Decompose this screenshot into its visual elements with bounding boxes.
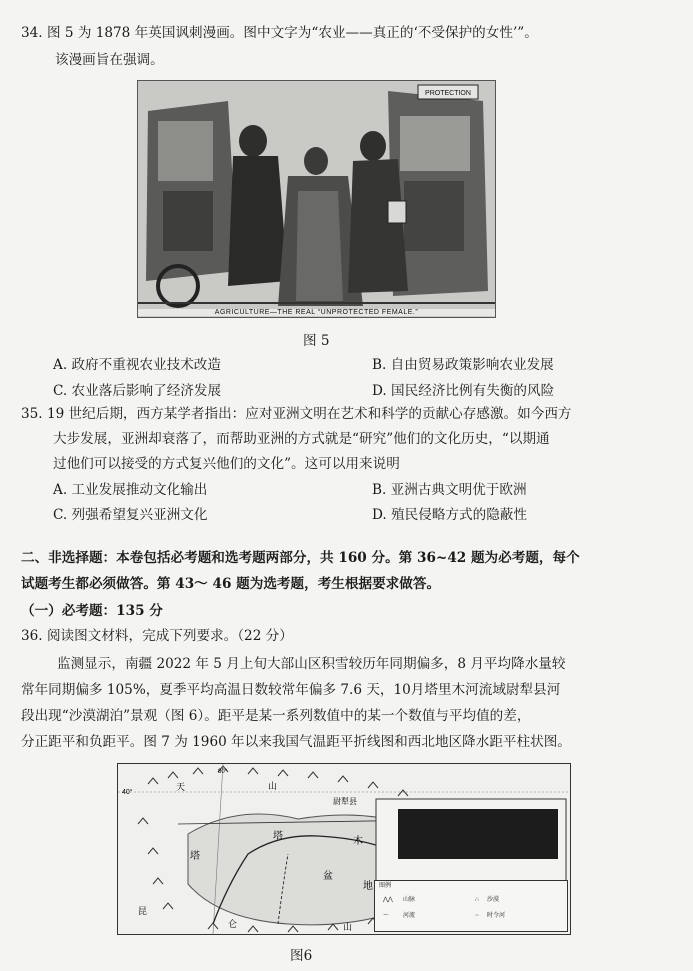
q35-option-c: C. 列强希望复兴亚洲文化: [53, 507, 208, 523]
q36-paragraph-line2: 常年同期偏多 105%，夏季平均高温日数较常年偏多 7.6 天，10月塔里木河流域尉犁县河: [21, 682, 561, 698]
legend-desert-icon: ∴: [475, 897, 479, 903]
legend-seasonal-icon: ┈: [475, 913, 479, 919]
map-place-mu: 木: [353, 836, 363, 847]
map-place-basin: 盆: [323, 871, 333, 882]
legend-desert: 沙漠: [487, 897, 500, 903]
map-place-ta: 塔: [273, 831, 283, 842]
q34-option-d: D. 国民经济比例有失衡的风险: [372, 383, 555, 399]
q36-paragraph-line1: 监测显示，南疆 2022 年 5 月上旬大部山区积雪较历年同期偏多，8 月平均降水量较: [57, 656, 566, 672]
map-place-weili: 尉犁县: [333, 797, 357, 806]
q35-option-d: D. 殖民侵略方式的隐蔽性: [372, 507, 527, 523]
map-place-tian: 天: [176, 783, 186, 793]
legend-title: 图例: [379, 883, 392, 889]
legend-mountain: 山脉: [403, 897, 416, 903]
q35-option-b: B. 亚洲古典文明优于欧洲: [372, 482, 527, 498]
cartoon-figure-5: [137, 80, 496, 318]
legend-mountain-icon: ⋀⋀: [383, 897, 393, 903]
cartoon-sign-text: PROTECTION: [425, 90, 471, 97]
section2-line1: 二、非选择题：本卷包括必考题和选考题两部分，共 160 分。第 36~42 题为必考题，每个: [21, 550, 580, 566]
figure-6-label: 图6: [290, 948, 313, 964]
legend-seasonal: 时令河: [487, 913, 506, 919]
section2-subtitle: （一）必考题：135 分: [21, 603, 163, 619]
q34-option-b: B. 自由贸易政策影响农业发展: [372, 357, 554, 373]
map-place-di: 地: [363, 881, 373, 892]
q36-paragraph-line3: 段出现“沙漠湖泊”景观（图 6）。距平是某一系列数值中的某一个数值与平均值的差，: [21, 708, 531, 724]
cartoon-caption: AGRICULTURE—THE REAL “UNPROTECTED FEMALE.”: [138, 309, 495, 316]
map-lon-label: 80°: [218, 769, 228, 775]
map-place-lun: 仑: [228, 920, 238, 930]
q35-line2: 大步发展，亚洲却衰落了，而帮助亚洲的方式就是“研究”他们的文化历史，“以期通: [53, 431, 550, 447]
map-lat-label: 40°: [122, 789, 133, 796]
cartoon-drawing: [138, 81, 495, 317]
q34-stem-line2: 该漫画旨在强调。: [55, 52, 164, 68]
q34-stem-line1: 34. 图 5 为 1878 年英国讽刺漫画。图中文字为“农业——真正的‘不受保护的女性’”。: [21, 25, 538, 41]
section2-line2: 试题考生都必须做答。第 43～ 46 题为选考题，考生根据要求做答。: [21, 576, 441, 592]
q34-option-a: A. 政府不重视农业技术改造: [53, 357, 221, 373]
q36-paragraph-line4: 分正距平和负距平。图 7 为 1960 年以来我国气温距平折线图和西北地区降水距平柱状图。: [21, 734, 571, 750]
q35-option-a: A. 工业发展推动文化输出: [53, 482, 208, 498]
map-place-tarim: 塔: [190, 851, 200, 862]
map-place-kun: 昆: [138, 907, 148, 917]
map-legend: [374, 880, 568, 932]
q35-line1: 35. 19 世纪后期，西方某学者指出：应对亚洲文明在艺术和科学的贡献心存感激。如今西方: [21, 406, 572, 422]
q35-line3: 过他们可以接受的方式复兴他们的文化”。这可以用来说明: [53, 456, 400, 472]
legend-river: 河流: [403, 913, 416, 919]
map-place-shan: 山: [268, 782, 278, 792]
q36-title: 36. 阅读图文材料，完成下列要求。（22 分）: [21, 628, 293, 644]
q34-option-c: C. 农业落后影响了经济发展: [53, 383, 222, 399]
map-place-shan2: 山: [343, 923, 353, 933]
figure-5-label: 图 5: [303, 333, 330, 349]
legend-river-icon: 〜: [383, 913, 390, 919]
